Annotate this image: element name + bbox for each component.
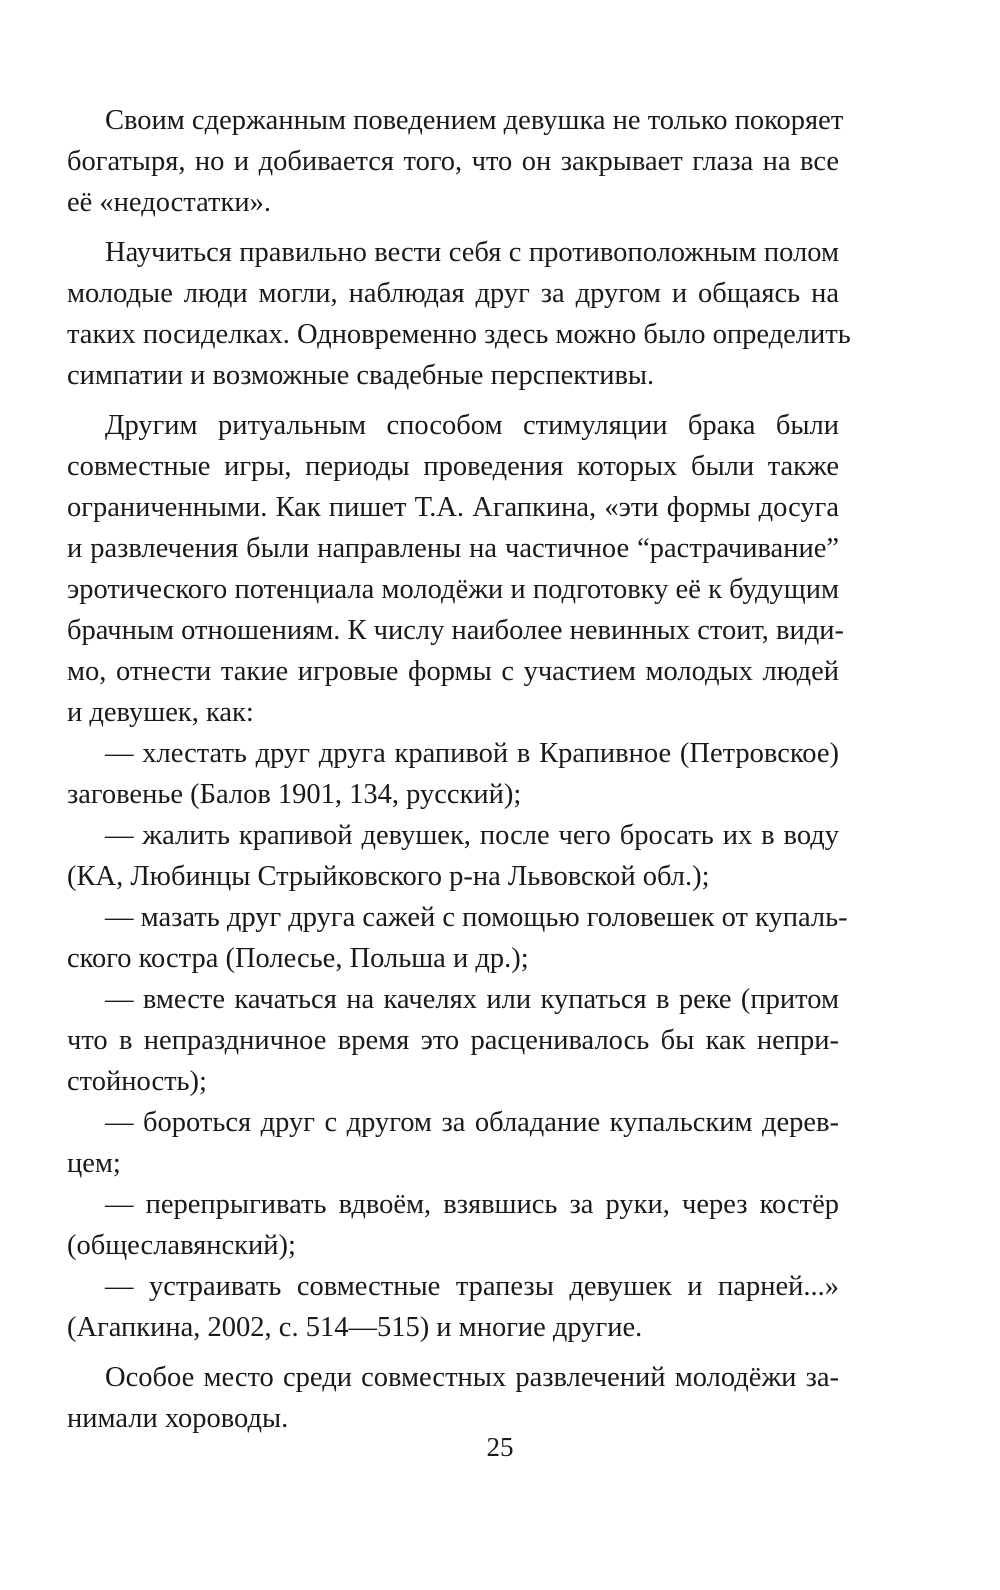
list-item-line: — бороться друг с другом за обладание купальским дерев-: [105, 1107, 839, 1138]
page-body: [67, 100, 851, 1448]
text-line: мо, отнести такие игровые формы с участием молодых людей: [67, 656, 839, 687]
page-number: 25: [486, 1432, 514, 1462]
text-line: Научиться правильно вести себя с противоположным полом: [105, 237, 839, 268]
list-item-line: ского костра (Полесье, Польша и др.);: [67, 943, 529, 974]
paragraph-1: [67, 100, 844, 223]
list-item-line: — перепрыгивать вдвоём, взявшись за руки, через костёр: [105, 1189, 839, 1220]
paragraph-3: [67, 405, 848, 1348]
list-item-line: — устраивать совместные трапезы девушек и парней...»: [105, 1271, 839, 1302]
text-line: Особое место среди совместных развлечений молодёжи за-: [105, 1362, 839, 1393]
list-item-line: заговенье (Балов 1901, 134, русский);: [67, 779, 522, 810]
list-item-line: (Агапкина, 2002, с. 514—515) и многие другие.: [67, 1312, 643, 1343]
text-line: богатыря, но и добивается того, что он закрывает глаза на все: [67, 146, 839, 177]
text-line: и девушек, как:: [67, 697, 254, 728]
list-item-line: цем;: [67, 1148, 121, 1179]
text-line: эротического потенциала молодёжи и подготовку её к будущим: [67, 574, 839, 605]
paragraph-2: [67, 232, 851, 396]
list-item-line: (общеславянский);: [67, 1230, 296, 1261]
text-line: совместные игры, периоды проведения которых были также: [67, 451, 839, 482]
text-line: молодые люди могли, наблюдая друг за другом и общаясь на: [67, 278, 839, 309]
text-line: Своим сдержанным поведением девушка не только покоряет: [105, 105, 844, 136]
text-line: нимали хороводы.: [67, 1403, 289, 1434]
list-item-line: — хлестать друг друга крапивой в Крапивное (Петровское): [105, 738, 839, 769]
text-line: её «недостатки».: [67, 187, 271, 218]
list-item-line: — вместе качаться на качелях или купаться в реке (притом: [105, 984, 839, 1015]
paragraph-4: [67, 1357, 839, 1439]
text-line: таких посиделках. Одновременно здесь можно было определить: [67, 319, 851, 350]
text-line: и развлечения были направлены на частичное “растрачивание”: [67, 533, 839, 564]
list-item-line: что в непраздничное время это расценивалось бы как непри-: [67, 1025, 839, 1056]
list-item-line: стойность);: [67, 1066, 207, 1097]
list-item-line: (КА, Любинцы Стрыйковского р-на Львовской обл.);: [67, 861, 710, 892]
text-line: Другим ритуальным способом стимуляции брака были: [105, 410, 839, 441]
list-item-line: — мазать друг друга сажей с помощью головешек от купаль-: [105, 902, 848, 933]
text-line: симпатии и возможные свадебные перспективы.: [67, 360, 655, 391]
text-line: ограниченными. Как пишет Т.А. Агапкина, «эти формы досуга: [67, 492, 839, 523]
list-item-line: — жалить крапивой девушек, после чего бросать их в воду: [105, 820, 839, 851]
text-line: брачным отношениям. К числу наиболее невинных стоит, види-: [67, 615, 845, 646]
